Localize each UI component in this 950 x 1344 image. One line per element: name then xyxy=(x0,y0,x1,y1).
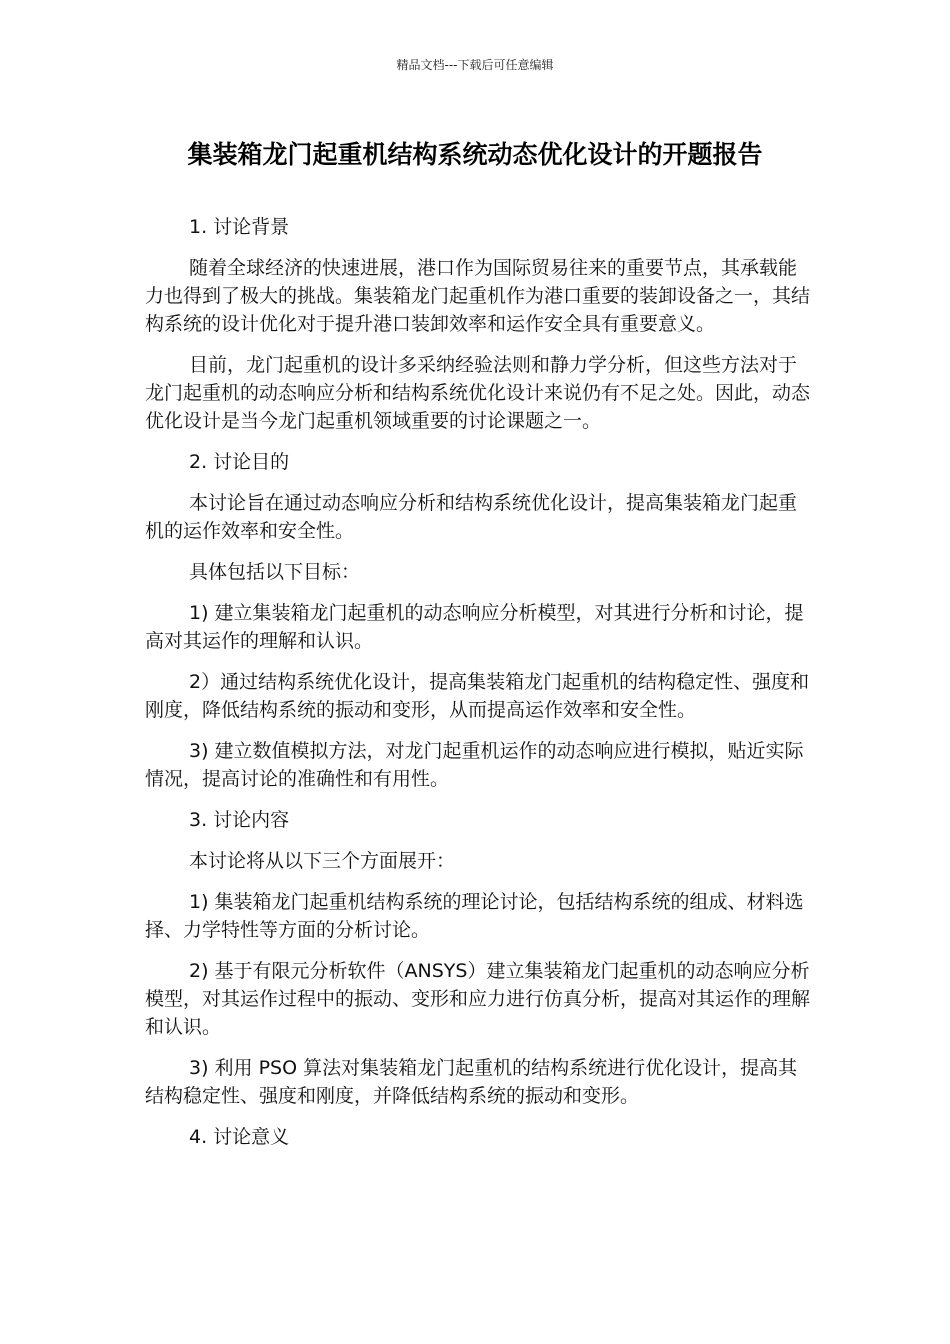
list-item-purpose-3: 3) 建立数值模拟方法，对龙门起重机运作的动态响应进行模拟，贴近实际情况，提高讨论的准确性和有用性。 xyxy=(145,740,804,790)
paragraph-content-1: 本讨论将从以下三个方面展开： xyxy=(189,850,456,872)
list-item-content-3: 3) 利用 PSO 算法对集装箱龙门起重机的结构系统进行优化设计，提高其结构稳定性、强度和刚度，并降低结构系统的振动和变形。 xyxy=(145,1057,798,1107)
paragraph-purpose-2: 具体包括以下目标： xyxy=(189,561,361,583)
page-header-note: 精品文档---下载后可任意编辑 xyxy=(396,58,554,72)
paragraph-purpose-1: 本讨论旨在通过动态响应分析和结构系统优化设计，提高集装箱龙门起重机的运作效率和安全性。 xyxy=(145,492,798,542)
document-body xyxy=(145,213,810,1164)
list-item-content-1: 1) 集装箱龙门起重机结构系统的理论讨论，包括结构系统的组成、材料选择、力学特性等方面的分析讨论。 xyxy=(145,891,804,941)
list-item-purpose-2: 2）通过结构系统优化设计，提高集装箱龙门起重机的结构稳定性、强度和刚度，降低结构系统的振动和变形，从而提高运作效率和安全性。 xyxy=(145,671,810,721)
section-heading-content: 3. 讨论内容 xyxy=(189,809,290,831)
section-heading-purpose: 2. 讨论目的 xyxy=(189,451,290,473)
section-heading-background: 1. 讨论背景 xyxy=(189,216,290,238)
document-title: 集装箱龙门起重机结构系统动态优化设计的开题报告 xyxy=(187,140,763,169)
list-item-purpose-1: 1) 建立集装箱龙门起重机的动态响应分析模型，对其进行分析和讨论，提高对其运作的理解和认识。 xyxy=(145,602,804,652)
list-item-content-2: 2) 基于有限元分析软件（ANSYS）建立集装箱龙门起重机的动态响应分析模型，对其运作过程中的振动、变形和应力进行仿真分析，提高对其运作的理解和认识。 xyxy=(145,960,811,1038)
paragraph-background-1: 随着全球经济的快速进展，港口作为国际贸易往来的重要节点，其承载能力也得到了极大的挑战。集装箱龙门起重机作为港口重要的装卸设备之一，其结构系统的设计优化对于提升港口装卸效率和运作安全具有重要意义。 xyxy=(145,257,811,335)
paragraph-background-2: 目前，龙门起重机的设计多采纳经验法则和静力学分析，但这些方法对于龙门起重机的动态响应分析和结构系统优化设计来说仍有不足之处。因此，动态优化设计是当今龙门起重机领域重要的讨论课题之一。 xyxy=(145,354,811,432)
section-heading-significance: 4. 讨论意义 xyxy=(189,1126,290,1148)
